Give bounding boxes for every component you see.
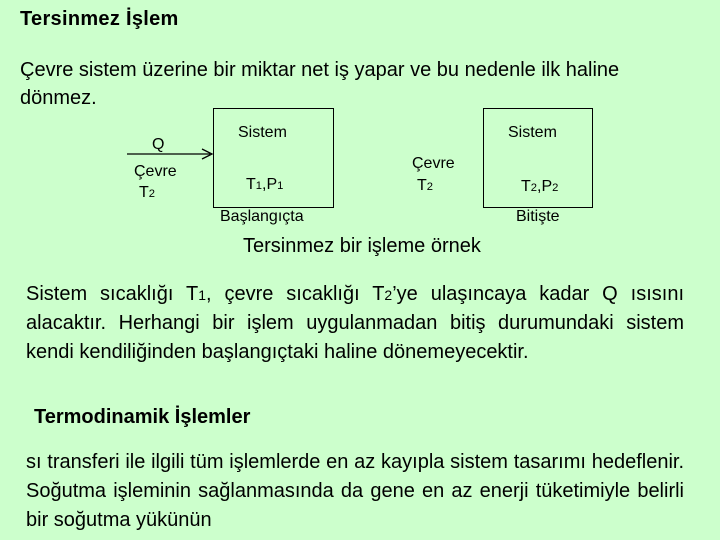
state-final: $T_2,P_2$ [521,178,559,195]
system-label-initial: Sistem [238,124,287,141]
initial-state-label: Başlangıçta [220,208,304,225]
mid-surroundings-label: Çevre [412,155,455,172]
final-state-label: Bitişte [516,208,560,225]
mid-surroundings-temp: $T_2$ [417,177,434,194]
page-title: Tersinmez İşlem [20,8,179,30]
intro-paragraph: Çevre sistem üzerine bir miktar net iş yapar ve bu nedenle ilk haline dönmez. [20,59,620,109]
left-surroundings-temp: $T_2$ [139,184,156,201]
section-paragraph: sı transferi ile ilgili tüm işlemlerde en az kayıpla sistem tasarımı hedeflenir. Soğutma işleminin sağlanmasında da gene en az enerji tüketimiyle belirli bir soğutma yükünün [26,451,684,531]
left-surroundings-label: Çevre [134,163,177,180]
explanation-paragraph: Sistem sıcaklığı $T_1$, çevre sıcaklığı $T_2’ye$ ulaşıncaya kadar Q ısısını alacaktır. Herhangi bir işlem uygulanmadan bitiş durumundaki sistem kendi kendiliğinden başlangıçtaki haline dönemeyecektir. [26,283,685,363]
state-initial: $T_1,P_1$ [246,176,284,193]
diagram-caption: Tersinmez bir işleme örnek [243,235,481,257]
heat-flow-arrow [126,146,216,162]
system-label-final: Sistem [508,124,557,141]
heat-q-label: Q [152,136,165,153]
section-heading: Termodinamik İşlemler [34,406,251,428]
